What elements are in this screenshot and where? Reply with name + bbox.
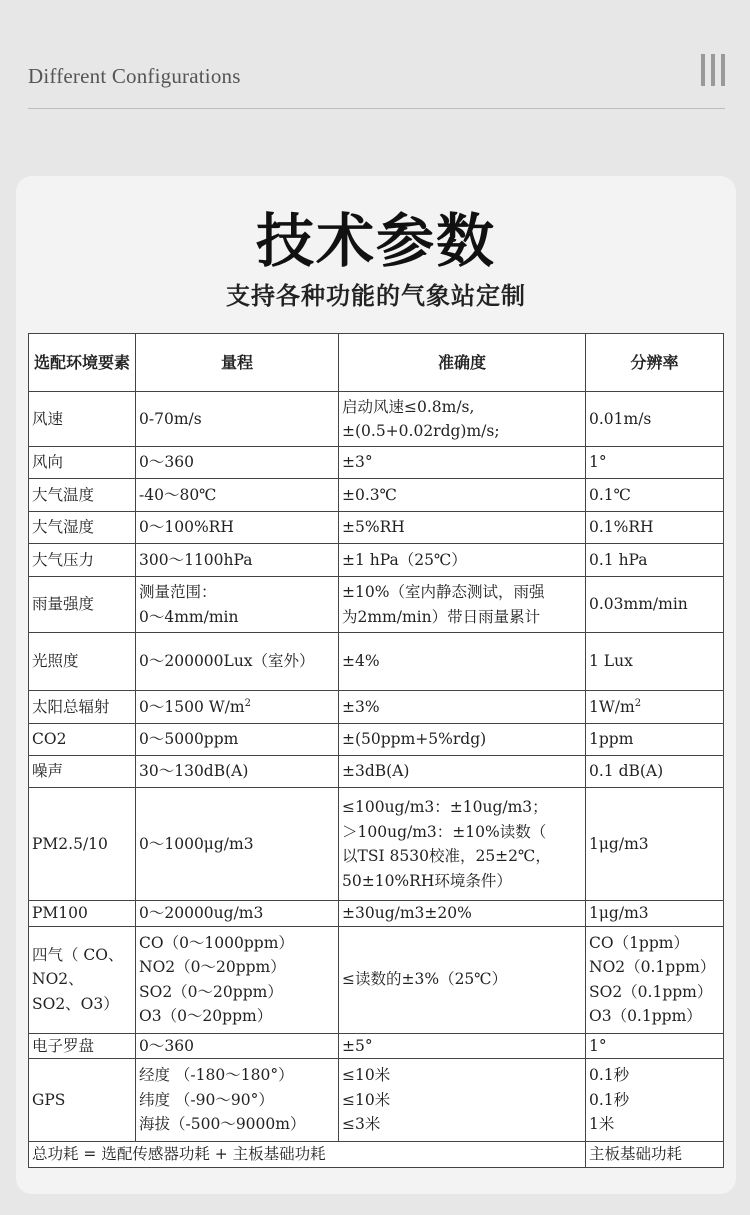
accuracy-line: ≤10米	[342, 1066, 391, 1085]
cell-range	[136, 926, 339, 1033]
cell-element: 雨量强度	[29, 577, 136, 633]
cell-resolution: 1°	[586, 447, 724, 479]
cell-range: 0～360	[136, 1033, 339, 1059]
table-row	[29, 926, 724, 1033]
cell-range: 300～1100hPa	[136, 544, 339, 577]
cell-resolution: 0.01m/s	[586, 392, 724, 447]
cell-accuracy: ±30ug/m3±20%	[339, 901, 586, 927]
accuracy-line: ≤10米	[342, 1090, 391, 1109]
cell-element: 电子罗盘	[29, 1033, 136, 1059]
table-footer-row	[29, 1142, 724, 1168]
table-row	[29, 479, 724, 512]
cell-range: 0～200000Lux（室外）	[136, 633, 339, 691]
table-row	[29, 577, 724, 633]
card-title: 技术参数	[255, 207, 496, 275]
resolution-line: 1米	[589, 1115, 615, 1134]
accuracy-line: 为2mm/min）带日雨量累计	[342, 607, 541, 626]
table-row	[29, 901, 724, 927]
cell-element: 风向	[29, 447, 136, 479]
resolution-line: NO2（0.1ppm）	[589, 958, 716, 976]
cell-element: 大气压力	[29, 544, 136, 577]
accuracy-line: 以TSI 8530校准，25±2℃，	[342, 847, 551, 865]
cell-element: 大气湿度	[29, 512, 136, 544]
table-row	[29, 691, 724, 724]
cell-resolution: 0.1℃	[586, 479, 724, 512]
cell-range: 0～360	[136, 447, 339, 479]
accuracy-line: ≤100ug/m3：±10ug/m3；	[342, 798, 548, 816]
cell-resolution: 1 Lux	[586, 633, 724, 691]
accuracy-line: ＞100ug/m3：±10%读数（	[342, 822, 547, 841]
cell-accuracy: ±3%	[339, 691, 586, 724]
table-row	[29, 1059, 724, 1142]
resolution-text: 1W/m	[589, 697, 635, 716]
cell-resolution	[586, 1059, 724, 1142]
accuracy-line: ≤3米	[342, 1115, 381, 1134]
range-line: CO（0～1000ppm）	[139, 933, 294, 952]
cell-accuracy	[339, 788, 586, 901]
vertical-bars-icon[interactable]	[701, 54, 725, 86]
cell-range	[136, 691, 339, 724]
footer-right: 主板基础功耗	[586, 1142, 724, 1168]
cell-element: 太阳总辐射	[29, 691, 136, 724]
range-line: 测量范围：	[139, 583, 217, 601]
cell-range: -40～80℃	[136, 479, 339, 512]
header-accuracy: 准确度	[339, 334, 586, 392]
table-row	[29, 724, 724, 756]
cell-accuracy	[339, 392, 586, 447]
cell-resolution: 0.1 dB(A)	[586, 756, 724, 788]
range-text: 0～1500 W/m	[139, 697, 245, 716]
cell-element: PM100	[29, 901, 136, 927]
range-line: O3（0～20ppm）	[139, 1007, 273, 1025]
cell-element: GPS	[29, 1059, 136, 1142]
resolution-line: O3（0.1ppm）	[589, 1007, 702, 1025]
cell-range: 0～5000ppm	[136, 724, 339, 756]
range-line: 经度 （-180～180°）	[139, 1066, 294, 1085]
cell-range: 0～1000μg/m3	[136, 788, 339, 901]
range-line: 纬度 （-90～90°）	[139, 1090, 274, 1109]
cell-accuracy: ±3dB(A)	[339, 756, 586, 788]
cell-accuracy: ±1 hPa（25℃）	[339, 544, 586, 577]
spec-table	[28, 333, 724, 1168]
cell-resolution: 0.1 hPa	[586, 544, 724, 577]
cell-element: PM2.5/10	[29, 788, 136, 901]
table-row	[29, 512, 724, 544]
header-resolution: 分辨率	[586, 334, 724, 392]
cell-accuracy: ≤读数的±3%（25℃）	[339, 926, 586, 1033]
cell-range: 0～20000ug/m3	[136, 901, 339, 927]
table-row	[29, 447, 724, 479]
cell-accuracy: ±(50ppm+5%rdg)	[339, 724, 586, 756]
cell-element: 噪声	[29, 756, 136, 788]
cell-resolution: 0.03mm/min	[586, 577, 724, 633]
range-line: 0～4mm/min	[139, 607, 239, 626]
cell-range	[136, 577, 339, 633]
table-row	[29, 392, 724, 447]
cell-element: 风速	[29, 392, 136, 447]
section-title: Different Configurations	[28, 64, 241, 88]
cell-range: 30～130dB(A)	[136, 756, 339, 788]
table-row	[29, 633, 724, 691]
range-line: NO2（0～20ppm）	[139, 958, 286, 976]
superscript: 2	[244, 697, 251, 709]
header-range: 量程	[136, 334, 339, 392]
cell-element: 四气（ CO、NO2、SO2、O3）	[29, 926, 136, 1033]
footer-left: 总功耗 = 选配传感器功耗 + 主板基础功耗	[29, 1142, 586, 1168]
resolution-line: 0.1秒	[589, 1066, 630, 1085]
accuracy-line: ±(0.5+0.02rdg)m/s;	[342, 422, 500, 440]
header-element: 选配环境要素	[29, 334, 136, 392]
cell-element: 光照度	[29, 633, 136, 691]
cell-resolution	[586, 926, 724, 1033]
cell-accuracy: ±3°	[339, 447, 586, 479]
cell-resolution: 0.1%RH	[586, 512, 724, 544]
resolution-line: 0.1秒	[589, 1090, 630, 1109]
cell-accuracy: ±5°	[339, 1033, 586, 1059]
cell-resolution: 1°	[586, 1033, 724, 1059]
range-line: SO2（0～20ppm）	[139, 982, 283, 1001]
superscript: 2	[634, 697, 642, 709]
cell-resolution: 1μg/m3	[586, 901, 724, 927]
cell-element: CO2	[29, 724, 136, 756]
table-row	[29, 544, 724, 577]
accuracy-line: ±10%（室内静态测试，雨强	[342, 583, 545, 601]
cell-accuracy: ±4%	[339, 633, 586, 691]
cell-range	[136, 1059, 339, 1142]
table-row	[29, 788, 724, 901]
cell-resolution: 1μg/m3	[586, 788, 724, 901]
cell-accuracy: ±0.3℃	[339, 479, 586, 512]
card-subtitle: 支持各种功能的气象站定制	[226, 282, 526, 310]
top-header	[28, 60, 725, 109]
resolution-line: CO（1ppm）	[589, 933, 689, 952]
cell-resolution	[586, 691, 724, 724]
cell-element: 大气温度	[29, 479, 136, 512]
cell-accuracy	[339, 1059, 586, 1142]
cell-range: 0-70m/s	[136, 392, 339, 447]
table-row	[29, 756, 724, 788]
cell-range: 0～100%RH	[136, 512, 339, 544]
accuracy-line: 50±10%RH环境条件）	[342, 871, 512, 890]
cell-resolution: 1ppm	[586, 724, 724, 756]
cell-accuracy	[339, 577, 586, 633]
accuracy-line: 启动风速≤0.8m/s,	[342, 397, 475, 416]
cell-accuracy: ±5%RH	[339, 512, 586, 544]
range-line: 海拔（-500～9000m）	[139, 1115, 306, 1134]
table-row	[29, 1033, 724, 1059]
resolution-line: SO2（0.1ppm）	[589, 982, 713, 1001]
table-header-row	[29, 334, 724, 392]
